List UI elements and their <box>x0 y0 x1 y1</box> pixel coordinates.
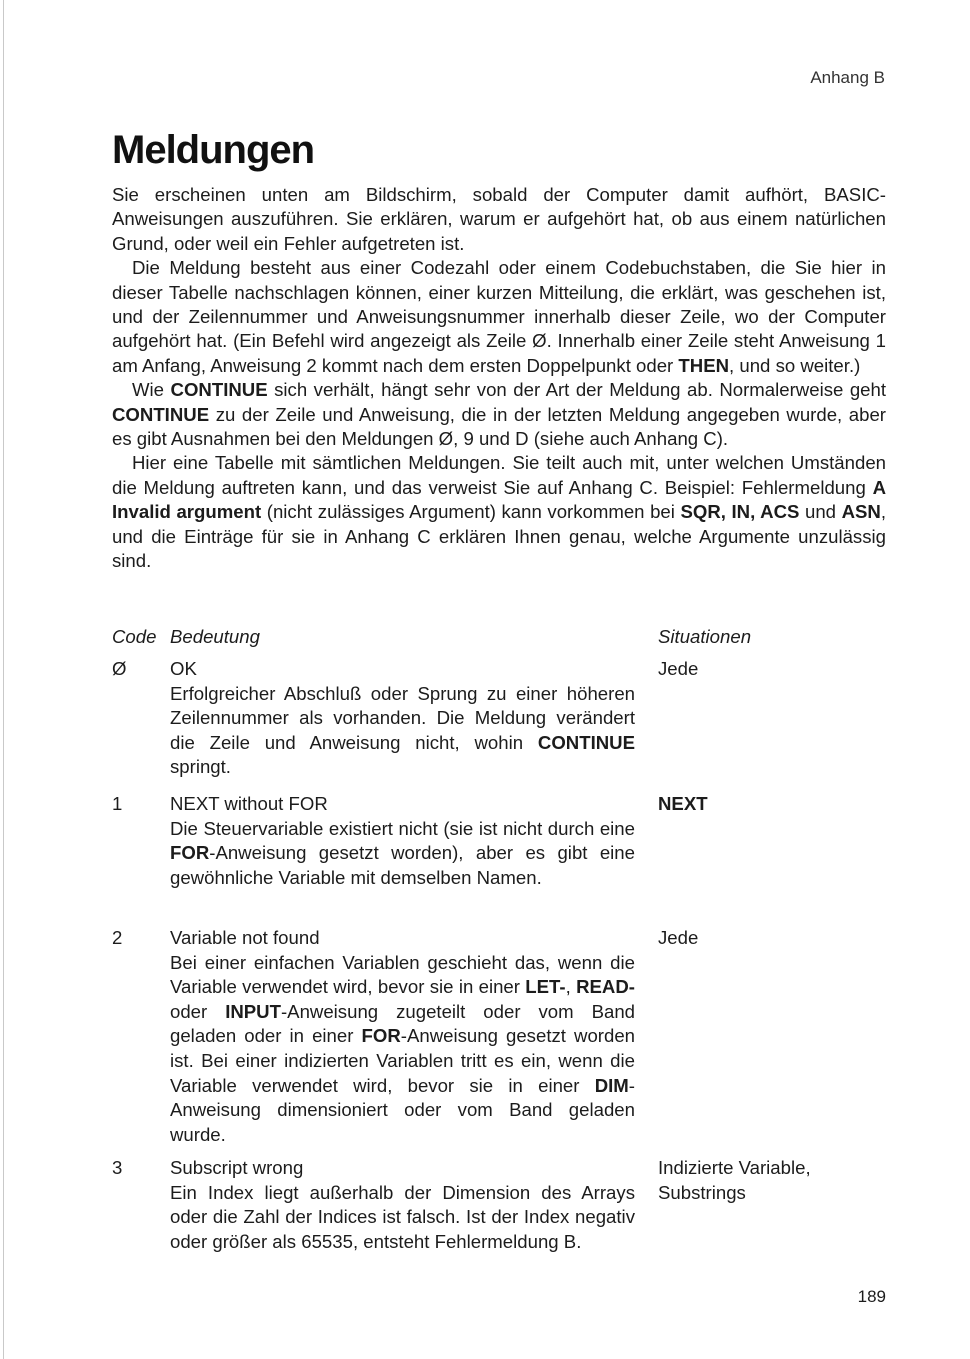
entry-message: Variable not found <box>170 927 320 948</box>
text-run: oder <box>170 1000 226 1022</box>
entry-message: OK <box>170 658 197 679</box>
entry-message: NEXT without FOR <box>170 793 328 814</box>
keyword: FOR <box>361 1025 401 1047</box>
entry-code: Ø <box>112 658 127 679</box>
entry-code: 2 <box>112 927 123 948</box>
text-run: Die Meldung besteht aus einer Codezahl oder einem Codebuchstaben, die Sie hier in dieser Tabelle nachschlagen können, einer kurzen Mitteilung, die erklärt, was geschehen ist, und der Zeilennummer und Anweisungsnummer innerhalb dieser Zeile, wo der Computer aufgehört hat. (Ein Befehl wird angezeigt als Zeile Ø. Innerhalb einer Zeile steht Anweisung 1 am Anfang, Anweisung 2 kommt nach dem ersten Doppelpunkt oder <box>112 257 886 376</box>
entry-situation: Jede <box>658 658 699 679</box>
entry-description <box>170 682 635 780</box>
keyword: FOR <box>170 842 210 864</box>
text-run: -Anweisung gesetzt worden ist. Bei einer indizierten Variablen tritt es ein, wenn die Variable verwendet wird, bevor sie in einer <box>170 1025 636 1096</box>
entry-situation: NEXT <box>658 793 708 814</box>
keyword: DIM <box>594 1074 629 1096</box>
text-run: -Anweisung dimensioniert oder vom Band geladen wurde. <box>170 1074 635 1145</box>
text-run: zu der Zeile und Anweisung, die in der letzten Meldung angegeben wurde, aber es gibt Ausnahmen bei den Meldungen Ø, 9 und D (siehe auch Anhang C). <box>112 403 886 450</box>
keyword-then: THEN <box>678 354 730 376</box>
entry-meaning <box>170 657 635 780</box>
entry-description <box>170 951 635 1148</box>
text-run: , <box>565 976 577 998</box>
entry-message: Subscript wrong <box>170 1157 304 1178</box>
column-header-meaning: Bedeutung <box>170 626 260 647</box>
column-header-code: Code <box>112 626 157 647</box>
intro-paragraph-2 <box>112 256 886 378</box>
keyword-continue: CONTINUE <box>170 379 268 401</box>
entry-meaning <box>170 792 635 890</box>
entry-meaning <box>170 926 635 1147</box>
entry-description: Ein Index liegt außerhalb der Dimension des Arrays oder die Zahl der Indices ist falsch. Ist der Index negativ oder größer als 65535, entsteht Fehlermeldung B. <box>170 1181 635 1252</box>
page-edge-line <box>3 0 4 1359</box>
page-title: Meldungen <box>112 128 315 172</box>
intro-text <box>112 183 886 574</box>
text-run: , und die Einträge für sie in Anhang C erklären Ihnen genau, welche Argumente unzulässig sind. <box>112 501 887 572</box>
text-run: -Anweisung gesetzt worden), aber es gibt eine gewöhnliche Variable mit demselben Namen. <box>170 842 635 888</box>
keyword-continue: CONTINUE <box>112 403 210 425</box>
text-run: Wie <box>132 379 171 401</box>
text-run: , und so weiter.) <box>729 354 861 376</box>
chapter-label: Anhang B <box>810 68 885 87</box>
text-run: Erfolgreicher Abschluß oder Sprung zu einer höheren Zeilennummer als vorhanden. Die Meldung verändert die Zeile und Anweisung nicht, wohin <box>170 682 635 753</box>
keyword-functions: SQR, IN, ACS <box>680 501 800 523</box>
text-run: Bei einer einfachen Variablen geschieht das, wenn die Variable verwendet wird, bevor sie in einer <box>170 951 635 998</box>
entry-meaning <box>170 1156 635 1254</box>
text-run: sich verhält, hängt sehr von der Art der Meldung ab. Normalerweise geht <box>267 379 887 401</box>
keyword: LET- <box>525 976 566 998</box>
entry-code: 3 <box>112 1157 123 1178</box>
entry-code: 1 <box>112 793 123 814</box>
page-number: 189 <box>857 1287 886 1306</box>
column-header-situations: Situationen <box>658 626 752 647</box>
text-run: (nicht zulässiges Argument) kann vorkommen bei <box>261 501 681 523</box>
keyword: READ- <box>576 976 635 998</box>
keyword-asn: ASN <box>841 501 881 523</box>
keyword: CONTINUE <box>537 731 635 753</box>
keyword-invalid-argument: A Invalid argument <box>112 476 886 523</box>
text-run: und <box>799 501 842 523</box>
text-run: Hier eine Tabelle mit sämtlichen Meldungen. Sie teilt auch mit, unter welchen Umständen die Meldung auftreten kann, und das verweist Sie auf Anhang C. Beispiel: Fehlermeldung <box>112 452 886 498</box>
text-run: springt. <box>170 756 231 778</box>
table-header <box>112 626 886 652</box>
text-run: -Anweisung zugeteilt oder vom Band geladen oder in einer <box>170 1000 635 1047</box>
entry-situation: Indizierte Variable, Substrings <box>658 1157 811 1203</box>
entry-situation: Jede <box>658 927 699 948</box>
intro-paragraph-1: Sie erscheinen unten am Bildschirm, sobald der Computer damit aufhört, BASIC-Anweisungen auszuführen. Sie erklären, warum er aufgehört hat, ob aus einem natürlichen Grund, oder weil ein Fehler aufgetreten ist. <box>112 184 886 254</box>
intro-paragraph-3 <box>112 378 886 451</box>
intro-paragraph-4 <box>112 451 886 573</box>
entry-description <box>170 817 635 891</box>
keyword: INPUT <box>225 1000 281 1022</box>
text-run: Die Steuervariable existiert nicht (sie ist nicht durch eine <box>170 817 635 839</box>
